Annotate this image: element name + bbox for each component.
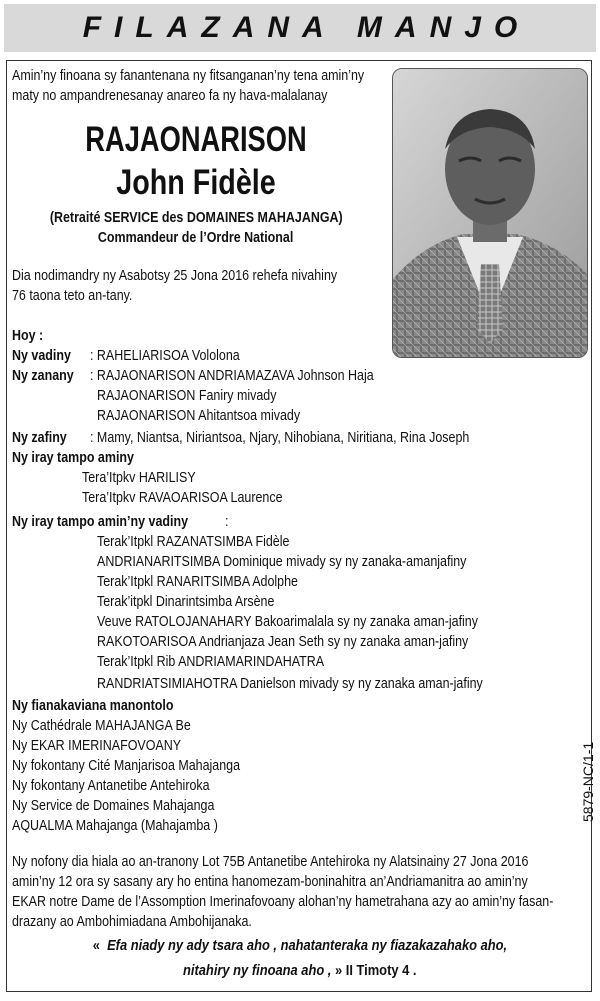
header-banner (4, 4, 596, 52)
iray-tampo-aminy-item: Tera’Itpkv RAVAOARISOA Laurence (82, 490, 283, 506)
iray-tampo-vadiny-item: Terak’itpkl Dinarintsimba Arsène (97, 594, 275, 610)
zanany-label: Ny zanany (12, 368, 74, 384)
vadiny-value: : RAHELIARISOA Vololona (90, 348, 240, 364)
iray-tampo-vadiny-item: RAKOTOARISOA Andrianjaza Jean Seth sy ny zanaka aman-jafiny (97, 634, 469, 650)
death-notice-line: Dia nodimandry ny Asabotsy 25 Jona 2016 rehefa nivahiny (12, 268, 338, 284)
zanany-item: RAJAONARISON Ahitantsoa mivady (97, 408, 301, 424)
funeral-line: amin’ny 12 ora sy sasany ary ho entina hanomezam-boninahitra an’Andriamanitra ao amin’ny (12, 874, 528, 890)
verse-line2 (0, 961, 600, 981)
verse-text: Efa niady ny ady tsara aho , nahatanteraka ny fiazakazahako aho, (107, 937, 508, 954)
fianakaviana-label: Ny fianakaviana manontolo (12, 698, 174, 714)
reference-code: 5879-NC/1-1 (580, 741, 596, 822)
verse-line1 (0, 936, 600, 956)
portrait-image (393, 69, 587, 357)
iray-tampo-aminy-label: Ny iray tampo aminy (12, 450, 134, 466)
iray-tampo-vadiny-item: Veuve RATOLOJANAHARY Bakoarimalala sy ny zanaka aman-jafiny (97, 614, 478, 630)
deceased-title-line: (Retraité SERVICE des DOMAINES MAHAJANGA) (49, 210, 343, 226)
zafiny-label: Ny zafiny (12, 430, 67, 446)
funeral-line: Ny nofony dia hiala ao an-tranony Lot 75B Antanetibe Antehiroka ny Alatsinainy 27 Jona 2016 (12, 854, 529, 870)
iray-tampo-vadiny-colon: : (225, 514, 229, 530)
fianakaviana-item: Ny Cathédrale MAHAJANGA Be (12, 718, 191, 734)
fianakaviana-item: Ny fokontany Antanetibe Antehiroka (12, 778, 210, 794)
zanany-item: : RAJAONARISON ANDRIAMAZAVA Johnson Haja (90, 368, 374, 384)
iray-tampo-vadiny-item: RANDRIATSIMIAHOTRA Danielson mivady sy ny zanaka aman-jafiny (97, 676, 483, 692)
deceased-surname: RAJAONARISON (85, 120, 307, 159)
iray-tampo-vadiny-item: Terak’Itpkl RAZANATSIMBA Fidèle (97, 534, 290, 550)
fianakaviana-item: Ny Service de Domaines Mahajanga (12, 798, 215, 814)
iray-tampo-aminy-item: Tera’Itpkv HARILISY (82, 470, 196, 486)
fianakaviana-item: Ny fokontany Cité Manjarisoa Mahajanga (12, 758, 241, 774)
portrait-photo (392, 68, 588, 358)
funeral-line: drazany ao Ambohimiadana Ambohijanaka. (12, 914, 252, 930)
intro-line: Amin’ny finoana sy fanantenana ny fitsanganan’ny tena amin’ny (12, 68, 365, 84)
zanany-item: RAJAONARISON Faniry mivady (97, 388, 277, 404)
deceased-given-name: John Fidèle (116, 163, 276, 202)
hoy-label: Hoy : (12, 328, 44, 344)
fianakaviana-item: AQUALMA Mahajanga (Mahajamba ) (12, 818, 218, 834)
verse-open-quote: « (92, 937, 100, 954)
intro-line: maty no ampandrenesanay anareo fa ny hava-malalanay (12, 88, 328, 104)
funeral-line: EKAR notre Dame de l’Assomption Imerinafovoany alohan’ny hametrahana azy ao amin’ny fasan- (12, 894, 554, 910)
death-notice-line: 76 taona teto an-tany. (12, 288, 133, 304)
page-title: FILAZANA MANJO (82, 11, 531, 44)
verse-close-quote: » (335, 962, 343, 979)
fianakaviana-item: Ny EKAR IMERINAFOVOANY (12, 738, 182, 754)
iray-tampo-vadiny-item: Terak’Itpkl RANARITSIMBA Adolphe (97, 574, 298, 590)
iray-tampo-vadiny-item: ANDRIANARITSIMBA Dominique mivady sy ny zanaka-amanjafiny (97, 554, 467, 570)
verse-text: nitahiry ny finoana aho , (183, 962, 332, 979)
zafiny-value: : Mamy, Niantsa, Niriantsoa, Njary, Nihobiana, Niritiana, Rina Joseph (90, 430, 470, 446)
verse-reference: II Timoty 4 . (345, 962, 417, 979)
iray-tampo-vadiny-label: Ny iray tampo amin’ny vadiny (12, 514, 189, 530)
vadiny-label: Ny vadiny (12, 348, 71, 364)
iray-tampo-vadiny-item: Terak’Itpkl Rib ANDRIAMARINDAHATRA (97, 654, 325, 670)
deceased-title-line: Commandeur de l’Ordre National (98, 230, 294, 246)
